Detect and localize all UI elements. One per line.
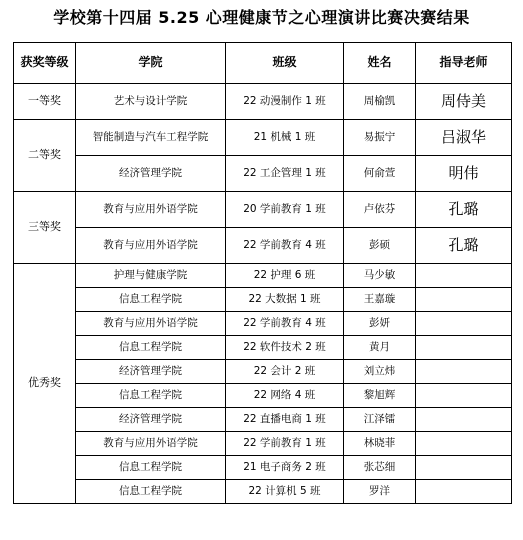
table-row — [14, 432, 512, 456]
name-cell: 罗洋 — [344, 480, 416, 504]
college-cell: 教育与应用外语学院 — [76, 228, 226, 264]
header-name: 姓名 — [344, 43, 416, 84]
class-cell: 22 直播电商 1 班 — [226, 408, 344, 432]
teacher-cell — [416, 408, 512, 432]
name-cell: 卢依芬 — [344, 192, 416, 228]
table-row — [14, 84, 512, 120]
table-row — [14, 192, 512, 228]
name-cell: 刘立炜 — [344, 360, 416, 384]
name-cell: 何俞萱 — [344, 156, 416, 192]
college-cell: 信息工程学院 — [76, 336, 226, 360]
college-cell: 经济管理学院 — [76, 156, 226, 192]
college-cell: 护理与健康学院 — [76, 264, 226, 288]
teacher-cell — [416, 264, 512, 288]
college-cell: 教育与应用外语学院 — [76, 192, 226, 228]
teacher-cell — [416, 432, 512, 456]
table-row — [14, 312, 512, 336]
class-cell: 22 大数据 1 班 — [226, 288, 344, 312]
name-cell: 黎旭辉 — [344, 384, 416, 408]
award-cell: 二等奖 — [14, 120, 76, 192]
name-cell: 易振宁 — [344, 120, 416, 156]
teacher-cell: 明伟 — [416, 156, 512, 192]
class-cell: 21 机械 1 班 — [226, 120, 344, 156]
college-cell: 信息工程学院 — [76, 456, 226, 480]
table-row — [14, 456, 512, 480]
name-cell: 马少敏 — [344, 264, 416, 288]
teacher-cell — [416, 480, 512, 504]
teacher-cell — [416, 456, 512, 480]
table-row — [14, 288, 512, 312]
college-cell: 信息工程学院 — [76, 480, 226, 504]
college-cell: 教育与应用外语学院 — [76, 312, 226, 336]
table-row — [14, 156, 512, 192]
college-cell: 信息工程学院 — [76, 288, 226, 312]
teacher-cell — [416, 360, 512, 384]
results-table — [13, 42, 512, 504]
table-row — [14, 360, 512, 384]
class-cell: 22 护理 6 班 — [226, 264, 344, 288]
college-cell: 经济管理学院 — [76, 360, 226, 384]
table-row — [14, 228, 512, 264]
table-row — [14, 336, 512, 360]
teacher-cell: 孔璐 — [416, 228, 512, 264]
college-cell: 智能制造与汽车工程学院 — [76, 120, 226, 156]
class-cell: 22 软件技术 2 班 — [226, 336, 344, 360]
table-row — [14, 264, 512, 288]
college-cell: 信息工程学院 — [76, 384, 226, 408]
award-cell: 三等奖 — [14, 192, 76, 264]
page-title: 学校第十四届 5.25 心理健康节之心理演讲比赛决赛结果 — [53, 8, 470, 27]
class-cell: 22 工企管理 1 班 — [226, 156, 344, 192]
class-cell: 22 会计 2 班 — [226, 360, 344, 384]
class-cell: 22 学前教育 4 班 — [226, 228, 344, 264]
name-cell: 彭硕 — [344, 228, 416, 264]
table-row — [14, 480, 512, 504]
teacher-cell — [416, 384, 512, 408]
header-award: 获奖等级 — [14, 43, 76, 84]
teacher-cell: 周侍美 — [416, 84, 512, 120]
name-cell: 张芯细 — [344, 456, 416, 480]
class-cell: 22 网络 4 班 — [226, 384, 344, 408]
teacher-cell — [416, 336, 512, 360]
college-cell: 经济管理学院 — [76, 408, 226, 432]
award-cell: 优秀奖 — [14, 264, 76, 504]
teacher-cell — [416, 288, 512, 312]
college-cell: 教育与应用外语学院 — [76, 432, 226, 456]
class-cell: 21 电子商务 2 班 — [226, 456, 344, 480]
table-row — [14, 120, 512, 156]
name-cell: 林晓菲 — [344, 432, 416, 456]
class-cell: 22 计算机 5 班 — [226, 480, 344, 504]
name-cell: 江泽镭 — [344, 408, 416, 432]
header-college: 学院 — [76, 43, 226, 84]
class-cell: 22 动漫制作 1 班 — [226, 84, 344, 120]
teacher-cell — [416, 312, 512, 336]
college-cell: 艺术与设计学院 — [76, 84, 226, 120]
header-class: 班级 — [226, 43, 344, 84]
teacher-cell: 吕淑华 — [416, 120, 512, 156]
name-cell: 周榆凯 — [344, 84, 416, 120]
class-cell: 22 学前教育 1 班 — [226, 432, 344, 456]
teacher-cell: 孔璐 — [416, 192, 512, 228]
header-row — [14, 43, 512, 84]
class-cell: 20 学前教育 1 班 — [226, 192, 344, 228]
name-cell: 王嘉璇 — [344, 288, 416, 312]
award-cell: 一等奖 — [14, 84, 76, 120]
table-row — [14, 408, 512, 432]
name-cell: 黄月 — [344, 336, 416, 360]
header-teacher: 指导老师 — [416, 43, 512, 84]
class-cell: 22 学前教育 4 班 — [226, 312, 344, 336]
name-cell: 彭妍 — [344, 312, 416, 336]
table-row — [14, 384, 512, 408]
